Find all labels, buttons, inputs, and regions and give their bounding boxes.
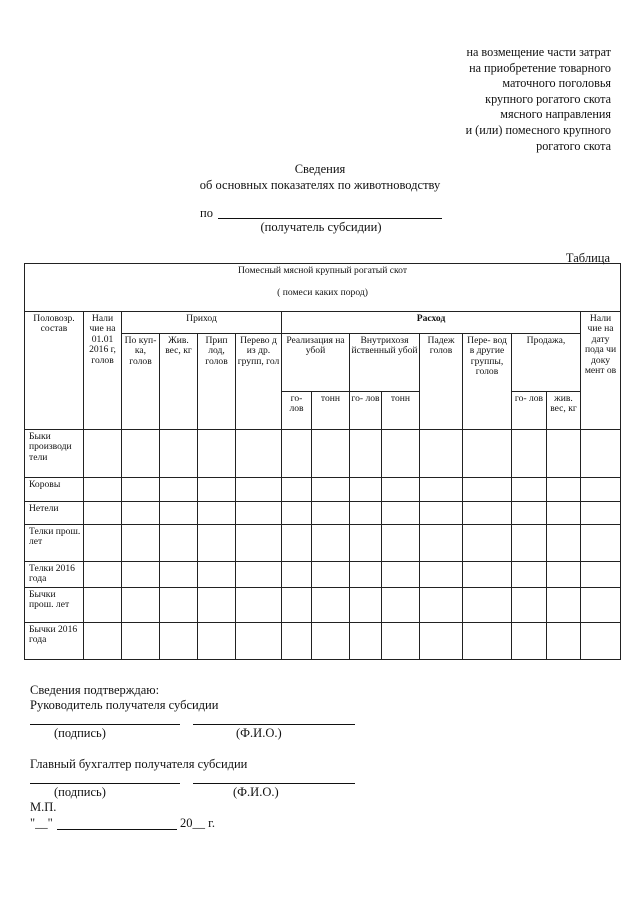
table-cell[interactable] — [420, 525, 463, 562]
table-row — [25, 478, 621, 502]
table-cell[interactable] — [122, 502, 160, 525]
accountant-sign-caption: (подпись) — [54, 785, 106, 799]
table-cell[interactable] — [122, 587, 160, 622]
table-label: Таблица — [565, 251, 610, 265]
table-cell[interactable] — [84, 562, 122, 588]
table-row — [25, 562, 621, 588]
table-cell[interactable] — [160, 478, 198, 502]
header-income-weight: Жив. вес, кг — [160, 334, 198, 430]
table-cell[interactable] — [236, 478, 282, 502]
header-note-line: на приобретение товарного — [469, 60, 611, 75]
table-cell[interactable] — [122, 430, 160, 478]
header-transfer-out: Пере- вод в другие группы, голов — [463, 334, 512, 430]
row-label: Бычки 2016 года — [25, 622, 84, 659]
table-cell[interactable] — [350, 478, 382, 502]
subheader-real-heads: го- лов — [282, 392, 312, 430]
table-cell[interactable] — [236, 622, 282, 659]
table-cell[interactable] — [312, 525, 350, 562]
table-cell[interactable] — [282, 562, 312, 588]
table-cell[interactable] — [382, 562, 420, 588]
table-cell[interactable] — [122, 525, 160, 562]
table-cell[interactable] — [84, 478, 122, 502]
table-cell[interactable] — [236, 525, 282, 562]
table-cell[interactable] — [463, 525, 512, 562]
table-cell[interactable] — [282, 525, 312, 562]
table-cell[interactable] — [198, 587, 236, 622]
director-name-line[interactable] — [193, 724, 355, 725]
table-cell[interactable] — [312, 502, 350, 525]
table-cell[interactable] — [236, 430, 282, 478]
table-cell[interactable] — [512, 525, 547, 562]
table-row — [25, 587, 621, 622]
table-cell[interactable] — [420, 562, 463, 588]
header-sale: Продажа, — [512, 334, 581, 392]
recipient-prefix: по — [200, 206, 213, 220]
accountant-label: Главный бухгалтер получателя субсидии — [30, 757, 248, 771]
table-cell[interactable] — [160, 502, 198, 525]
header-income-group: Приход — [122, 312, 282, 334]
table-cell[interactable] — [382, 525, 420, 562]
table-cell[interactable] — [420, 430, 463, 478]
table-row — [25, 430, 621, 478]
recipient-fill-line[interactable] — [218, 218, 442, 219]
table-cell[interactable] — [420, 622, 463, 659]
recipient-caption: (получатель субсидии) — [260, 220, 382, 234]
table-cell[interactable] — [463, 478, 512, 502]
table-cell[interactable] — [350, 525, 382, 562]
table-cell[interactable] — [512, 430, 547, 478]
header-death: Падеж голов — [420, 334, 463, 430]
table-cell[interactable] — [420, 502, 463, 525]
table-cell[interactable] — [350, 587, 382, 622]
subheader-sale-heads: го- лов — [512, 392, 547, 430]
table-cell[interactable] — [198, 562, 236, 588]
accountant-name-caption: (Ф.И.О.) — [233, 785, 279, 799]
header-note — [391, 45, 611, 154]
date-month-line[interactable] — [57, 829, 177, 830]
table-cell[interactable] — [282, 587, 312, 622]
table-cell[interactable] — [547, 478, 581, 502]
stamp-label: М.П. — [30, 800, 57, 814]
table-cell[interactable] — [198, 502, 236, 525]
table-cell[interactable] — [350, 502, 382, 525]
table-cell[interactable] — [382, 502, 420, 525]
table-cell[interactable] — [84, 502, 122, 525]
table-cell[interactable] — [547, 430, 581, 478]
header-income-offspring: Прип лод, голов — [198, 334, 236, 430]
table-cell[interactable] — [512, 587, 547, 622]
table-row — [25, 502, 621, 525]
header-expense-group: Расход — [282, 312, 581, 334]
table-cell[interactable] — [84, 622, 122, 659]
table-cell[interactable] — [581, 562, 621, 588]
table-cell[interactable] — [547, 502, 581, 525]
header-note-line: маточного поголовья — [502, 76, 611, 91]
table-cell[interactable] — [512, 502, 547, 525]
table-cell[interactable] — [282, 478, 312, 502]
row-label: Быки производи тели — [25, 430, 84, 478]
table-cell[interactable] — [160, 587, 198, 622]
table-cell[interactable] — [160, 562, 198, 588]
confirm-line: Сведения подтверждаю: — [30, 683, 160, 697]
table-row — [25, 622, 621, 659]
header-income-transfer: Перево д из др. групп, гол — [236, 334, 282, 430]
table-cell[interactable] — [512, 478, 547, 502]
header-realization: Реализация на убой — [282, 334, 350, 392]
table-cell[interactable] — [122, 562, 160, 588]
accountant-name-line[interactable] — [193, 783, 355, 784]
director-name-caption: (Ф.И.О.) — [236, 726, 282, 740]
table-cell[interactable] — [463, 562, 512, 588]
table-cell[interactable] — [198, 525, 236, 562]
table-cell[interactable] — [312, 430, 350, 478]
title-line-1: Сведения — [294, 162, 346, 176]
table-cell[interactable] — [198, 478, 236, 502]
title-line-2: об основных показателях по животноводству — [199, 177, 441, 192]
table-cell[interactable] — [236, 502, 282, 525]
table-cell[interactable] — [382, 622, 420, 659]
table-cell[interactable] — [463, 502, 512, 525]
table-cell[interactable] — [84, 587, 122, 622]
table-cell[interactable] — [350, 622, 382, 659]
row-label: Нетели — [25, 502, 84, 525]
banner-line-1: Помесный мясной крупный рогатый скот — [237, 265, 408, 276]
row-label: Телки прош. лет — [25, 525, 84, 562]
header-presence-start: Нали чие на 01.01 2016 г, голов — [84, 312, 122, 430]
subheader-int-heads: го- лов — [350, 392, 382, 430]
director-sign-caption: (подпись) — [54, 726, 106, 740]
director-label: Руководитель получателя субсидии — [30, 698, 219, 712]
table-cell[interactable] — [581, 525, 621, 562]
table-cell[interactable] — [350, 562, 382, 588]
header-sex-age: Половозр. состав — [25, 312, 84, 430]
header-internal-slaughter: Внутрихозя йственный убой — [350, 334, 420, 392]
table-banner — [25, 264, 621, 312]
table-cell[interactable] — [282, 622, 312, 659]
document-title — [0, 162, 640, 193]
table-cell[interactable] — [312, 562, 350, 588]
table-cell[interactable] — [512, 622, 547, 659]
subheader-int-tons: тонн — [382, 392, 420, 430]
table-cell[interactable] — [463, 622, 512, 659]
subheader-real-tons: тонн — [312, 392, 350, 430]
date-year: 20__ г. — [180, 816, 215, 830]
table-cell[interactable] — [282, 502, 312, 525]
table-cell[interactable] — [198, 622, 236, 659]
table-cell[interactable] — [581, 622, 621, 659]
table-cell[interactable] — [160, 622, 198, 659]
table-cell[interactable] — [547, 562, 581, 588]
table-cell[interactable] — [382, 430, 420, 478]
row-label: Бычки прош. лет — [25, 587, 84, 622]
header-note-line: и (или) помесного крупного — [465, 122, 611, 137]
table-cell[interactable] — [312, 622, 350, 659]
header-note-line: на возмещение части затрат — [466, 45, 611, 59]
table-cell[interactable] — [160, 430, 198, 478]
table-cell[interactable] — [382, 587, 420, 622]
header-note-line: крупного рогатого скота — [485, 91, 611, 106]
table-cell[interactable] — [463, 587, 512, 622]
table-cell[interactable] — [581, 478, 621, 502]
table-cell[interactable] — [547, 525, 581, 562]
table-cell[interactable] — [198, 430, 236, 478]
row-label: Телки 2016 года — [25, 562, 84, 588]
header-income-purchase: По куп- ка, голов — [122, 334, 160, 430]
header-presence-report: Нали чие на дату пода чи доку мент ов — [581, 312, 621, 430]
table-cell[interactable] — [236, 562, 282, 588]
table-cell[interactable] — [84, 430, 122, 478]
accountant-signature-line[interactable] — [30, 783, 180, 784]
table-cell[interactable] — [84, 525, 122, 562]
table-cell[interactable] — [420, 587, 463, 622]
table-cell[interactable] — [160, 525, 198, 562]
header-note-line: мясного направления — [500, 107, 611, 122]
table-cell[interactable] — [581, 430, 621, 478]
table-cell[interactable] — [382, 478, 420, 502]
table-cell[interactable] — [547, 622, 581, 659]
table-cell[interactable] — [122, 478, 160, 502]
table-cell[interactable] — [350, 430, 382, 478]
table-cell[interactable] — [312, 478, 350, 502]
table-cell[interactable] — [282, 430, 312, 478]
table-cell[interactable] — [512, 562, 547, 588]
table-cell[interactable] — [420, 478, 463, 502]
banner-line-2: ( помеси каких пород) — [277, 287, 368, 299]
livestock-table — [24, 263, 621, 660]
row-label: Коровы — [25, 478, 84, 502]
table-cell[interactable] — [581, 587, 621, 622]
table-row — [25, 525, 621, 562]
director-signature-line[interactable] — [30, 724, 180, 725]
table-cell[interactable] — [236, 587, 282, 622]
table-cell[interactable] — [547, 587, 581, 622]
table-cell[interactable] — [463, 430, 512, 478]
header-note-line: рогатого скота — [536, 138, 611, 153]
date-day: "__" — [30, 816, 53, 830]
table-cell[interactable] — [312, 587, 350, 622]
table-cell[interactable] — [581, 502, 621, 525]
subheader-sale-weight: жив. вес, кг — [547, 392, 581, 430]
table-cell[interactable] — [122, 622, 160, 659]
